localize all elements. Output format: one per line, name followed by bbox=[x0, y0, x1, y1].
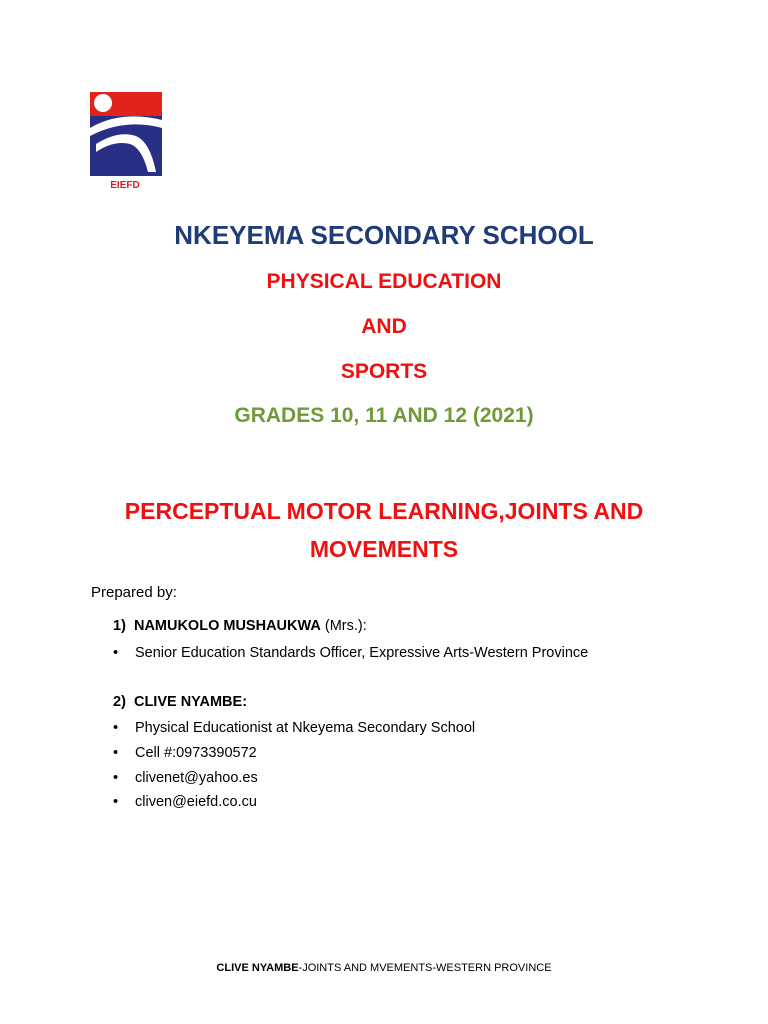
author-1-number: 1) bbox=[113, 618, 126, 634]
detail-text: clivenet@yahoo.es bbox=[135, 770, 258, 786]
bullet-icon: • bbox=[113, 745, 119, 761]
eiefd-logo bbox=[90, 92, 162, 176]
subject-line-1: PHYSICAL EDUCATION bbox=[266, 270, 502, 293]
detail-text: Senior Education Standards Officer, Expressive Arts-Western Province bbox=[135, 645, 589, 661]
author-2-name: CLIVE NYAMBE: bbox=[133, 694, 248, 710]
prepared-by-label: Prepared by: bbox=[91, 584, 177, 601]
detail-text: Cell #:0973390572 bbox=[135, 745, 257, 761]
bullet-icon: • bbox=[113, 645, 119, 661]
topic-line-2: MOVEMENTS bbox=[309, 536, 459, 562]
subject-line-3: SPORTS bbox=[340, 360, 428, 383]
author-1-detail-1 bbox=[113, 645, 588, 661]
author-1-suffix: (Mrs.): bbox=[320, 618, 367, 634]
subject-line-2: AND bbox=[361, 315, 407, 338]
author-1-heading bbox=[113, 618, 367, 634]
author-2-detail-4 bbox=[113, 794, 257, 810]
bullet-icon: • bbox=[113, 794, 119, 810]
author-2-heading bbox=[113, 694, 247, 710]
footer-author: CLIVE NYAMBE bbox=[216, 962, 299, 974]
topic-line-1: PERCEPTUAL MOTOR LEARNING,JOINTS AND bbox=[124, 498, 644, 524]
topic-title bbox=[0, 492, 768, 568]
detail-text: cliven@eiefd.co.cu bbox=[135, 794, 257, 810]
footer-rest: -JOINTS AND MVEMENTS-WESTERN PROVINCE bbox=[298, 962, 552, 974]
logo-caption: EIEFD bbox=[110, 180, 140, 191]
author-1-name: NAMUKOLO MUSHAUKWA bbox=[133, 618, 321, 634]
school-name: NKEYEMA SECONDARY SCHOOL bbox=[174, 220, 594, 250]
detail-text: Physical Educationist at Nkeyema Secondary School bbox=[135, 720, 476, 736]
author-2-detail-2 bbox=[113, 745, 257, 761]
bullet-icon: • bbox=[113, 720, 119, 736]
page-footer bbox=[0, 962, 768, 974]
grades-line: GRADES 10, 11 AND 12 (2021) bbox=[234, 404, 534, 427]
author-2-detail-3 bbox=[113, 770, 258, 786]
author-2-detail-1 bbox=[113, 720, 475, 736]
author-2-number: 2) bbox=[113, 694, 126, 710]
bullet-icon: • bbox=[113, 770, 119, 786]
